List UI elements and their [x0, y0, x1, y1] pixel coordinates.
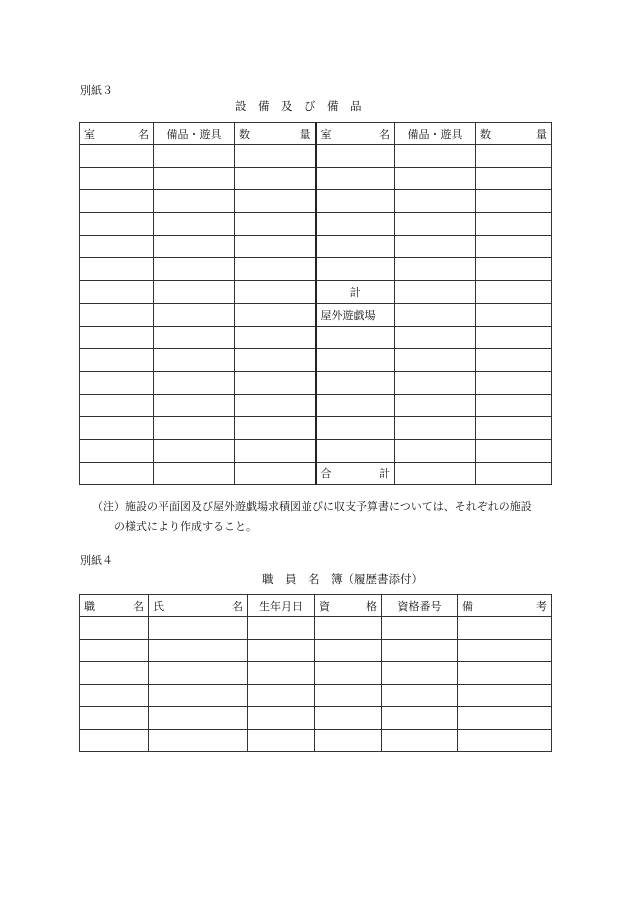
- table-row: [80, 145, 552, 168]
- table-row: [80, 417, 552, 440]
- table-cell: [248, 684, 315, 707]
- table-row: [80, 439, 552, 462]
- table-row: [80, 167, 552, 190]
- room-header: 室 名: [316, 123, 395, 145]
- table-row: [80, 617, 552, 640]
- table-cell: [395, 281, 476, 304]
- table-cell: [248, 662, 315, 685]
- table-cell: [248, 617, 315, 640]
- table-cell: [476, 167, 552, 190]
- table-cell: [154, 394, 235, 417]
- table-cell: [476, 258, 552, 281]
- table-row: [80, 235, 552, 258]
- table-cell: [235, 394, 316, 417]
- table-cell: [235, 371, 316, 394]
- table-cell: [80, 145, 154, 168]
- table-cell: [382, 662, 458, 685]
- table-cell: [382, 684, 458, 707]
- annex3-label: 別紙３: [80, 84, 113, 97]
- birthdate-header: 生年月日: [248, 595, 315, 617]
- table-cell: [80, 684, 149, 707]
- post-header: 職 名: [80, 595, 149, 617]
- table-cell: [395, 167, 476, 190]
- table-row: [80, 371, 552, 394]
- table-cell: [458, 662, 552, 685]
- table-cell: [154, 190, 235, 213]
- table-cell: [80, 394, 154, 417]
- table-cell: [476, 349, 552, 372]
- table-cell: [80, 662, 149, 685]
- table-cell: [80, 281, 154, 304]
- table-cell: [154, 213, 235, 236]
- table-cell: [395, 190, 476, 213]
- staff-table: [79, 594, 552, 752]
- table-cell: [235, 439, 316, 462]
- table-row: [80, 213, 552, 236]
- table-cell: [476, 145, 552, 168]
- table-cell: [476, 439, 552, 462]
- annex4-label: 別紙４: [80, 554, 113, 567]
- table-cell: [149, 662, 248, 685]
- table-cell: [235, 145, 316, 168]
- quantity-header: 数 量: [235, 123, 316, 145]
- table-cell: [395, 326, 476, 349]
- table-cell: [80, 303, 154, 326]
- table-row: [80, 729, 552, 752]
- name-header: 氏 名: [149, 595, 248, 617]
- table-cell: [316, 349, 395, 372]
- table-row: [80, 190, 552, 213]
- table-cell: [80, 349, 154, 372]
- table-row: [80, 662, 552, 685]
- table-cell: [154, 462, 235, 485]
- table-row: [80, 326, 552, 349]
- annex3-title: 設 備 及 び 備 品: [235, 99, 362, 113]
- table-cell: [248, 729, 315, 752]
- table-cell: [382, 617, 458, 640]
- table-cell: [382, 729, 458, 752]
- table-row: [80, 462, 552, 485]
- table-cell: [235, 281, 316, 304]
- note-line: （注）施設の平面図及び屋外遊戯場求積図並びに収支予算書については、それぞれの施設: [92, 500, 532, 513]
- table-cell: [154, 235, 235, 258]
- table-cell: [476, 417, 552, 440]
- table-cell: [154, 417, 235, 440]
- table-cell: [235, 235, 316, 258]
- table-cell: [80, 326, 154, 349]
- table-row: [80, 394, 552, 417]
- table-cell: [476, 394, 552, 417]
- table-cell: [316, 258, 395, 281]
- table-cell: [154, 258, 235, 281]
- quantity-header: 数 量: [476, 123, 552, 145]
- table-cell: [235, 167, 316, 190]
- table-cell: [382, 707, 458, 730]
- table-row: [80, 684, 552, 707]
- remarks-header: 備 考: [458, 595, 552, 617]
- qualification-number-header: 資格番号: [382, 595, 458, 617]
- table-cell: [395, 235, 476, 258]
- table-cell: [395, 213, 476, 236]
- table-cell: [476, 462, 552, 485]
- table-cell: [316, 326, 395, 349]
- table-cell: [235, 349, 316, 372]
- table-cell: [458, 639, 552, 662]
- table-cell: [476, 326, 552, 349]
- table-row: [80, 303, 552, 326]
- table-cell: [154, 371, 235, 394]
- table-cell: [316, 145, 395, 168]
- table-cell: [149, 729, 248, 752]
- table-cell: [458, 617, 552, 640]
- table-cell: [395, 394, 476, 417]
- table-cell: [80, 371, 154, 394]
- table-cell: [248, 707, 315, 730]
- table-cell: [154, 326, 235, 349]
- table-cell: [235, 258, 316, 281]
- table-cell: [395, 462, 476, 485]
- staff-header-row: [80, 595, 552, 617]
- table-cell: [80, 707, 149, 730]
- table-cell: [316, 417, 395, 440]
- table-cell: [476, 303, 552, 326]
- table-cell: [395, 349, 476, 372]
- table-cell: [316, 235, 395, 258]
- room-label-cell: 計: [316, 281, 395, 304]
- table-cell: [316, 213, 395, 236]
- table-cell: [80, 213, 154, 236]
- table-cell: [316, 439, 395, 462]
- table-cell: [395, 417, 476, 440]
- table-row: [80, 281, 552, 304]
- table-cell: [476, 371, 552, 394]
- table-cell: [235, 462, 316, 485]
- table-cell: [395, 439, 476, 462]
- table-cell: [149, 639, 248, 662]
- annex4-title: 職 員 名 簿（履歴書添付）: [262, 572, 423, 586]
- room-label-cell: 屋外遊戯場: [316, 303, 395, 326]
- table-cell: [154, 439, 235, 462]
- table-cell: [315, 662, 382, 685]
- table-cell: [149, 617, 248, 640]
- table-row: [80, 707, 552, 730]
- qualification-header: 資 格: [315, 595, 382, 617]
- table-cell: [235, 303, 316, 326]
- table-cell: [80, 235, 154, 258]
- table-cell: [149, 684, 248, 707]
- room-label-cell: 合 計: [316, 462, 395, 485]
- table-cell: [235, 213, 316, 236]
- table-cell: [80, 462, 154, 485]
- table-row: [80, 258, 552, 281]
- table-cell: [80, 639, 149, 662]
- table-cell: [80, 258, 154, 281]
- table-cell: [154, 349, 235, 372]
- table-cell: [235, 417, 316, 440]
- table-cell: [248, 639, 315, 662]
- equipment-header: 備品・遊具: [154, 123, 235, 145]
- table-cell: [316, 394, 395, 417]
- table-cell: [80, 167, 154, 190]
- table-cell: [154, 303, 235, 326]
- equipment-header-row: [80, 123, 552, 145]
- note-line: の様式により作成すること。: [114, 520, 257, 533]
- table-row: [80, 639, 552, 662]
- table-cell: [235, 326, 316, 349]
- table-cell: [395, 303, 476, 326]
- annex3-note: [92, 497, 562, 537]
- table-cell: [315, 707, 382, 730]
- table-cell: [80, 417, 154, 440]
- table-cell: [316, 167, 395, 190]
- table-cell: [395, 145, 476, 168]
- table-cell: [149, 707, 248, 730]
- table-cell: [80, 729, 149, 752]
- table-cell: [154, 145, 235, 168]
- table-cell: [154, 281, 235, 304]
- table-cell: [382, 639, 458, 662]
- table-cell: [476, 235, 552, 258]
- table-cell: [315, 617, 382, 640]
- table-cell: [80, 439, 154, 462]
- table-row: [80, 349, 552, 372]
- table-cell: [458, 684, 552, 707]
- table-cell: [235, 190, 316, 213]
- table-cell: [315, 639, 382, 662]
- table-cell: [458, 729, 552, 752]
- table-cell: [458, 707, 552, 730]
- table-cell: [154, 167, 235, 190]
- table-cell: [316, 190, 395, 213]
- table-cell: [476, 190, 552, 213]
- table-cell: [395, 258, 476, 281]
- equipment-header: 備品・遊具: [395, 123, 476, 145]
- table-cell: [316, 371, 395, 394]
- table-cell: [315, 684, 382, 707]
- table-cell: [80, 190, 154, 213]
- table-cell: [395, 371, 476, 394]
- table-cell: [80, 617, 149, 640]
- table-cell: [476, 281, 552, 304]
- table-cell: [315, 729, 382, 752]
- equipment-table: [79, 122, 552, 485]
- table-cell: [476, 213, 552, 236]
- room-header: 室 名: [80, 123, 154, 145]
